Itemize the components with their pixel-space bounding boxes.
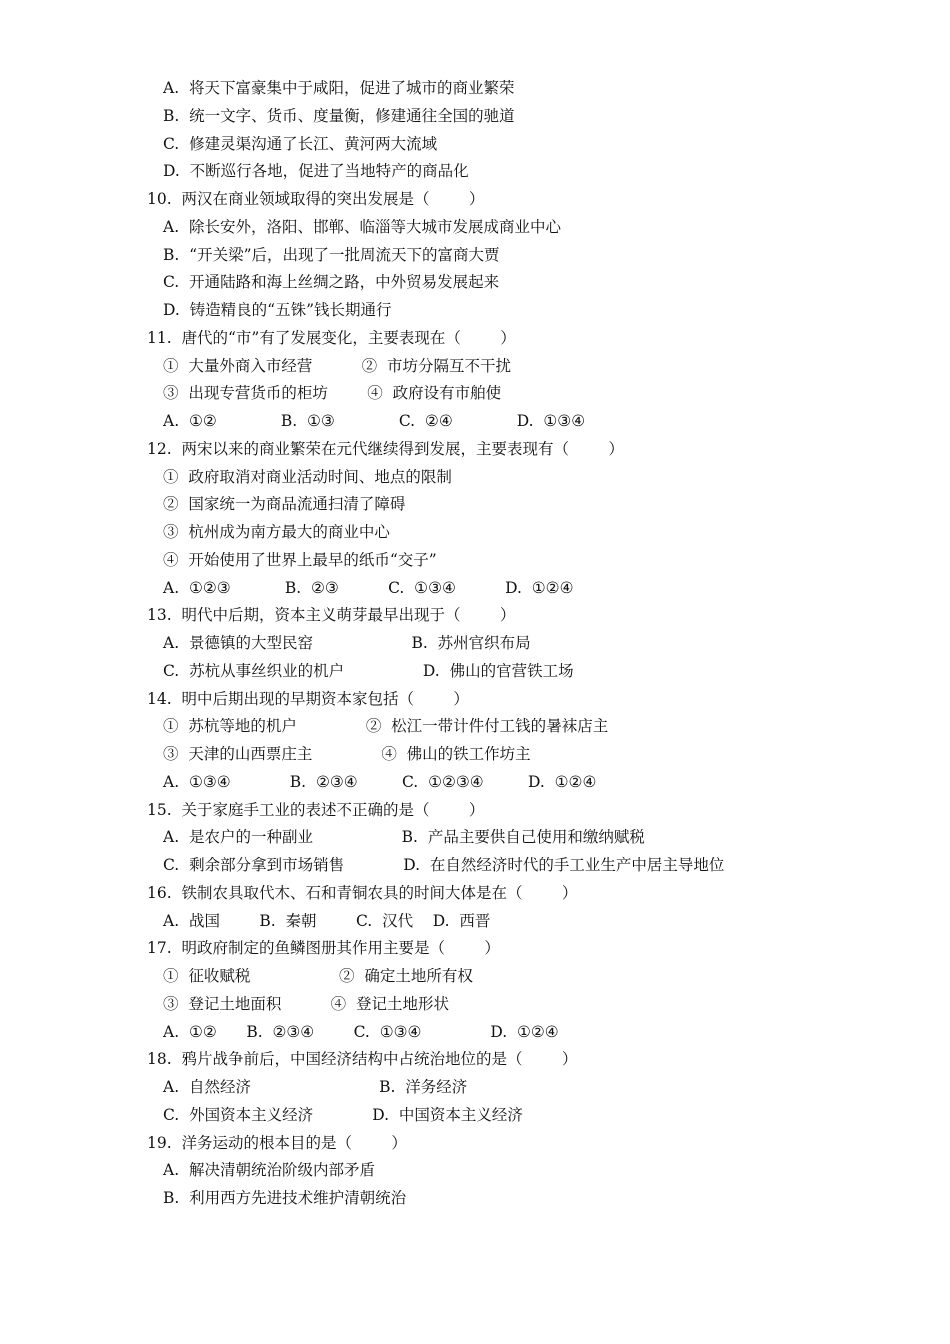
answer-option: D. 不断巡行各地，促进了当地特产的商品化 [163,162,469,180]
answer-option: C. 剩余部分拿到市场销售 D. 在自然经济时代的手工业生产中居主导地位 [163,856,725,874]
answer-option: A. 解决清朝统治阶级内部矛盾 [163,1161,375,1179]
answer-option: A. 战国 B. 秦朝 C. 汉代 D. 西晋 [163,912,491,930]
answer-option: C. 开通陆路和海上丝绸之路，中外贸易发展起来 [163,273,500,291]
answer-option: C. 修建灵渠沟通了长江、黄河两大流域 [163,135,438,153]
answer-option: A. 景德镇的大型民窑 B. 苏州官织布局 [163,634,531,652]
answer-option: ① 大量外商入市经营 ② 市坊分隔互不干扰 [163,357,511,375]
answer-option: ③ 出现专营货币的柜坊 ④ 政府设有市舶使 [163,384,502,402]
question-stem: 11. 唐代的“市”有了发展变化，主要表现在（ ） [147,329,516,347]
answer-option: ① 政府取消对商业活动时间、地点的限制 [163,468,452,486]
answer-option: C. 苏杭从事丝织业的机户 D. 佛山的官营铁工场 [163,662,574,680]
answer-option: ③ 杭州成为南方最大的商业中心 [163,523,390,541]
answer-option: ③ 登记土地面积 ④ 登记土地形状 [163,995,449,1013]
question-stem: 18. 鸦片战争前后，中国经济结构中占统治地位的是（ ） [147,1050,578,1068]
answer-option: ① 征收赋税 ② 确定土地所有权 [163,967,473,985]
answer-option: B. 统一文字、货币、度量衡，修建通往全国的驰道 [163,107,515,125]
answer-option: ④ 开始使用了世界上最早的纸币“交子” [163,551,437,569]
question-stem: 17. 明政府制定的鱼鳞图册其作用主要是（ ） [147,939,500,957]
answer-option: B. 利用西方先进技术维护清朝统治 [163,1189,407,1207]
question-stem: 16. 铁制农具取代木、石和青铜农具的时间大体是在（ ） [147,884,578,902]
answer-option: A. ①③④ B. ②③④ C. ①②③④ D. ①②④ [163,773,597,791]
answer-option: A. ①②③ B. ②③ C. ①③④ D. ①②④ [163,579,574,597]
answer-option: A. 除长安外，洛阳、邯郸、临淄等大城市发展成商业中心 [163,218,561,236]
question-stem: 15. 关于家庭手工业的表述不正确的是（ ） [147,801,485,819]
answer-option: ① 苏杭等地的机户 ② 松江一带计件付工钱的暑袜店主 [163,717,609,735]
answer-option: C. 外国资本主义经济 D. 中国资本主义经济 [163,1106,523,1124]
answer-option: ③ 天津的山西票庄主 ④ 佛山的铁工作坊主 [163,745,531,763]
answer-option: B. “开关梁”后，出现了一批周流天下的富商大贾 [163,246,500,264]
answer-option: A. 将天下富豪集中于咸阳，促进了城市的商业繁荣 [163,79,515,97]
question-stem: 19. 洋务运动的根本目的是（ ） [147,1134,407,1152]
answer-option: ② 国家统一为商品流通扫清了障碍 [163,495,406,513]
question-stem: 13. 明代中后期，资本主义萌芽最早出现于（ ） [147,606,516,624]
answer-option: A. ①② B. ②③④ C. ①③④ D. ①②④ [163,1023,559,1041]
answer-option: A. 自然经济 B. 洋务经济 [163,1078,468,1096]
answer-option: D. 铸造精良的“五铢”钱长期通行 [163,301,392,319]
answer-option: A. ①② B. ①③ C. ②④ D. ①③④ [163,412,586,430]
answer-option: A. 是农户的一种副业 B. 产品主要供自己使用和缴纳赋税 [163,828,645,846]
question-stem: 14. 明中后期出现的早期资本家包括（ ） [147,690,469,708]
question-stem: 10. 两汉在商业领域取得的突出发展是（ ） [147,190,485,208]
question-stem: 12. 两宋以来的商业繁荣在元代继续得到发展，主要表现有（ ） [147,440,624,458]
